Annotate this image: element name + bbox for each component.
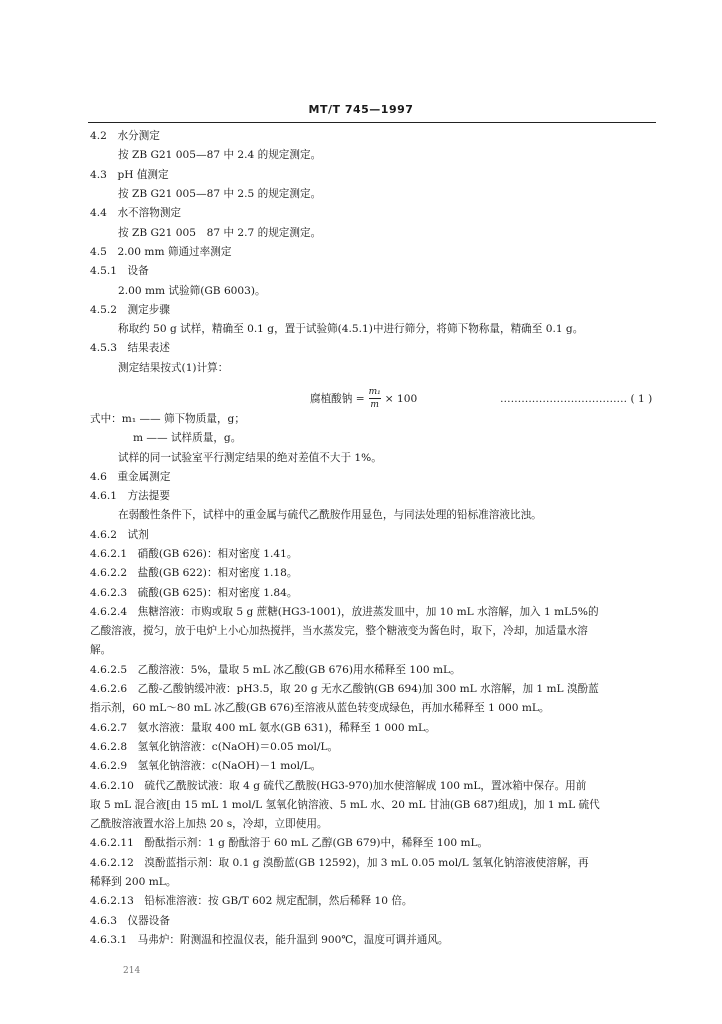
page-header: MT/T 745—1997	[308, 103, 414, 116]
text-line: 4.6 重金属测定	[90, 471, 171, 483]
text-line: 4.6.2.7 氨水溶液：量取 400 mL 氨水(GB 631)，稀释至 1 000 mL。	[90, 722, 436, 734]
text-line: 乙酸溶液，搅匀，放于电炉上小心加热搅拌，当水蒸发完，整个糖液变为酱色时，取下，冷却，加适量水溶	[90, 625, 588, 637]
text-line: 4.2 水分测定	[90, 130, 160, 142]
text-line: 4.6.2.8 氢氧化钠溶液：c(NaOH)＝0.05 mol/L。	[90, 741, 339, 753]
page-number: 214	[123, 966, 141, 976]
text-line: 4.6.1 方法提要	[90, 490, 170, 502]
text-line: 4.4 水不溶物测定	[90, 207, 182, 219]
text-line: 乙酰胺溶液置水浴上加热 20 s，冷却，立即使用。	[90, 818, 328, 830]
text-line: 4.6.3.1 马弗炉：附测温和控温仪表，能升温到 900℃，温度可调并通风。	[90, 934, 449, 946]
text-line: 4.3 pH 值测定	[90, 169, 169, 181]
text-line: 式中：m₁ —— 筛下物质量，g；	[90, 413, 245, 425]
text-line: m —— 试样质量，g。	[133, 432, 242, 444]
text-line: 4.6.2.3 硫酸(GB 625)：相对密度 1.84。	[90, 587, 298, 599]
text-line: 4.5.1 设备	[90, 265, 149, 277]
leader-dots: ………………………………	[500, 393, 628, 405]
formula-fraction	[369, 387, 381, 410]
text-line: 4.6.2.2 盐酸(GB 622)：相对密度 1.18。	[90, 567, 298, 579]
text-line: 4.6.2.5 乙酸溶液：5%，量取 5 mL 冰乙酸(GB 676)用水稀释至 100 mL。	[90, 664, 461, 676]
equation-number-row	[500, 393, 652, 405]
formula-lhs: 腐植酸钠 =	[310, 393, 365, 405]
text-line: 4.6.2.13 铅标准溶液：按 GB/T 602 规定配制，然后稀释 10 倍。	[90, 895, 413, 907]
text-line: 2.00 mm 试验筛(GB 6003)。	[118, 285, 266, 297]
header-rule	[88, 122, 656, 123]
text-line: 4.6.3 仪器设备	[90, 915, 170, 927]
text-line: 称取约 50 g 试样，精确至 0.1 g，置于试验筛(4.5.1)中进行筛分，将筛下物称量，精确至 0.1 g。	[118, 323, 584, 335]
text-line: 4.6.2.4 焦糖溶液：市购或取 5 g 蔗糖(HG3-1001)，放进蒸发皿中，加 10 mL 水溶解，加入 1 mL5%的	[90, 606, 599, 618]
text-line: 稀释到 200 mL。	[90, 876, 177, 888]
text-line: 按 ZB G21 005—87 中 2.5 的规定测定。	[118, 188, 322, 200]
text-line: 按 ZB G21 005—87 中 2.4 的规定测定。	[118, 149, 322, 161]
text-line: 测定结果按式(1)计算：	[118, 362, 229, 374]
text-line: 指示剂，60 mL～80 mL 冰乙酸(GB 676)至溶液从蓝色转变成绿色，再加水稀释至 1 000 mL。	[90, 702, 550, 714]
text-line: 4.5.2 测定步骤	[90, 304, 170, 316]
formula-rhs: × 100	[384, 392, 418, 405]
fraction-bar	[369, 398, 381, 399]
text-line: 4.5.3 结果表述	[90, 342, 170, 354]
text-line: 取 5 mL 混合液[由 15 mL 1 mol/L 氢氧化钠溶液、5 mL 水、20 mL 甘油(GB 687)组成]，加 1 mL 硫代	[90, 799, 600, 811]
text-line: 4.6.2.12 溴酚蓝指示剂：取 0.1 g 溴酚蓝(GB 12592)，加 3 mL 0.05 mol/L 氢氧化钠溶液使溶解，再	[90, 857, 589, 869]
text-line: 4.6.2 试剂	[90, 529, 149, 541]
text-line: 4.6.2.10 硫代乙酰胺试液：取 4 g 硫代乙酰胺(HG3-970)加水使溶解成 100 mL，置冰箱中保存。用前	[90, 780, 587, 792]
text-line: 4.6.2.1 硝酸(GB 626)：相对密度 1.41。	[90, 548, 298, 560]
text-line: 解。	[90, 644, 112, 656]
formula-numerator: m₁	[368, 387, 381, 397]
text-line: 按 ZB G21 005 87 中 2.7 的规定测定。	[118, 227, 322, 239]
text-line: 在弱酸性条件下，试样中的重金属与硫代乙酰胺作用显色，与同法处理的铅标准溶液比浊。	[118, 509, 542, 521]
formula-1	[310, 387, 417, 410]
equation-number: ( 1 )	[630, 393, 653, 405]
text-line: 4.6.2.11 酚酞指示剂：1 g 酚酞溶于 60 mL 乙醇(GB 679)中，稀释至 100 mL。	[90, 837, 489, 849]
text-line: 试样的同一试验室平行测定结果的绝对差值不大于 1%。	[118, 452, 382, 464]
formula-denominator: m	[370, 400, 379, 410]
text-line: 4.5 2.00 mm 筛通过率测定	[90, 246, 232, 258]
text-line: 4.6.2.9 氢氧化钠溶液：c(NaOH)－1 mol/L。	[90, 760, 322, 772]
text-line: 4.6.2.6 乙酸-乙酸钠缓冲液：pH3.5，取 20 g 无水乙酸钠(GB 694)加 300 mL 水溶解，加 1 mL 溴酚蓝	[90, 683, 599, 695]
